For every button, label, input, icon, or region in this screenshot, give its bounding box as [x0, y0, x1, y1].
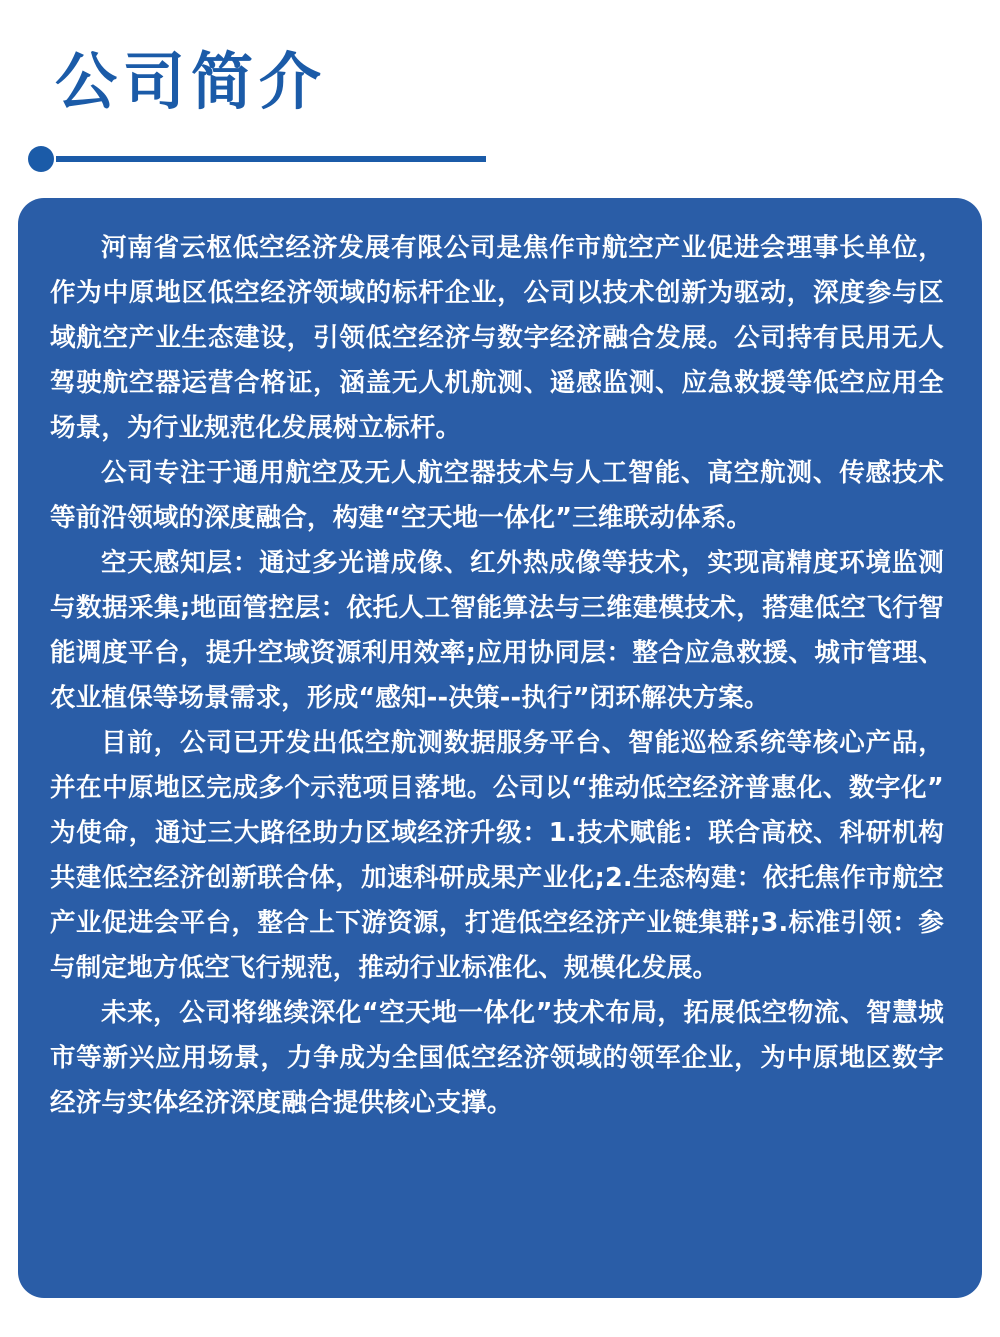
paragraph: 空天感知层：通过多光谱成像、红外热成像等技术，实现高精度环境监测与数据采集;地面管控层：依托人工智能算法与三维建模技术，搭建低空飞行智能调度平台，提升空域资源利用效率;应用协同层：整合应急救援、城市管理、农业植保等场景需求，形成“感知--决策--执行”闭环解决方案。	[50, 548, 944, 713]
title-block	[0, 45, 1000, 168]
paragraph: 未来，公司将继续深化“空天地一体化”技术布局，拓展低空物流、智慧城市等新兴应用场景，力争成为全国低空经济领域的领军企业，为中原地区数字经济与实体经济深度融合提供核心支撑。	[50, 998, 944, 1118]
paragraph: 公司专注于通用航空及无人航空器技术与人工智能、高空航测、传感技术等前沿领域的深度融合，构建“空天地一体化”三维联动体系。	[50, 458, 944, 533]
page-title: 公司简介	[55, 45, 328, 118]
paragraph: 河南省云枢低空经济发展有限公司是焦作市航空产业促进会理事长单位，作为中原地区低空经济领域的标杆企业，公司以技术创新为驱动，深度参与区域航空产业生态建设，引领低空经济与数字经济融合发展。公司持有民用无人驾驶航空器运营合格证，涵盖无人机航测、遥感监测、应急救援等低空应用全场景，为行业规范化发展树立标杆。	[50, 233, 944, 443]
company-profile-card	[18, 198, 982, 1298]
title-bullet-dot	[28, 146, 54, 172]
title-underline-rule	[56, 156, 486, 162]
paragraph: 目前，公司已开发出低空航测数据服务平台、智能巡检系统等核心产品，并在中原地区完成多个示范项目落地。公司以“推动低空经济普惠化、数字化”为使命，通过三大路径助力区域经济升级：1.技术赋能：联合高校、科研机构共建低空经济创新联合体，加速科研成果产业化;2.生态构建：依托焦作市航空产业促进会平台，整合上下游资源，打造低空经济产业链集群;3.标准引领：参与制定地方低空飞行规范，推动行业标准化、规模化发展。	[50, 728, 944, 983]
company-profile-text	[50, 226, 944, 1126]
